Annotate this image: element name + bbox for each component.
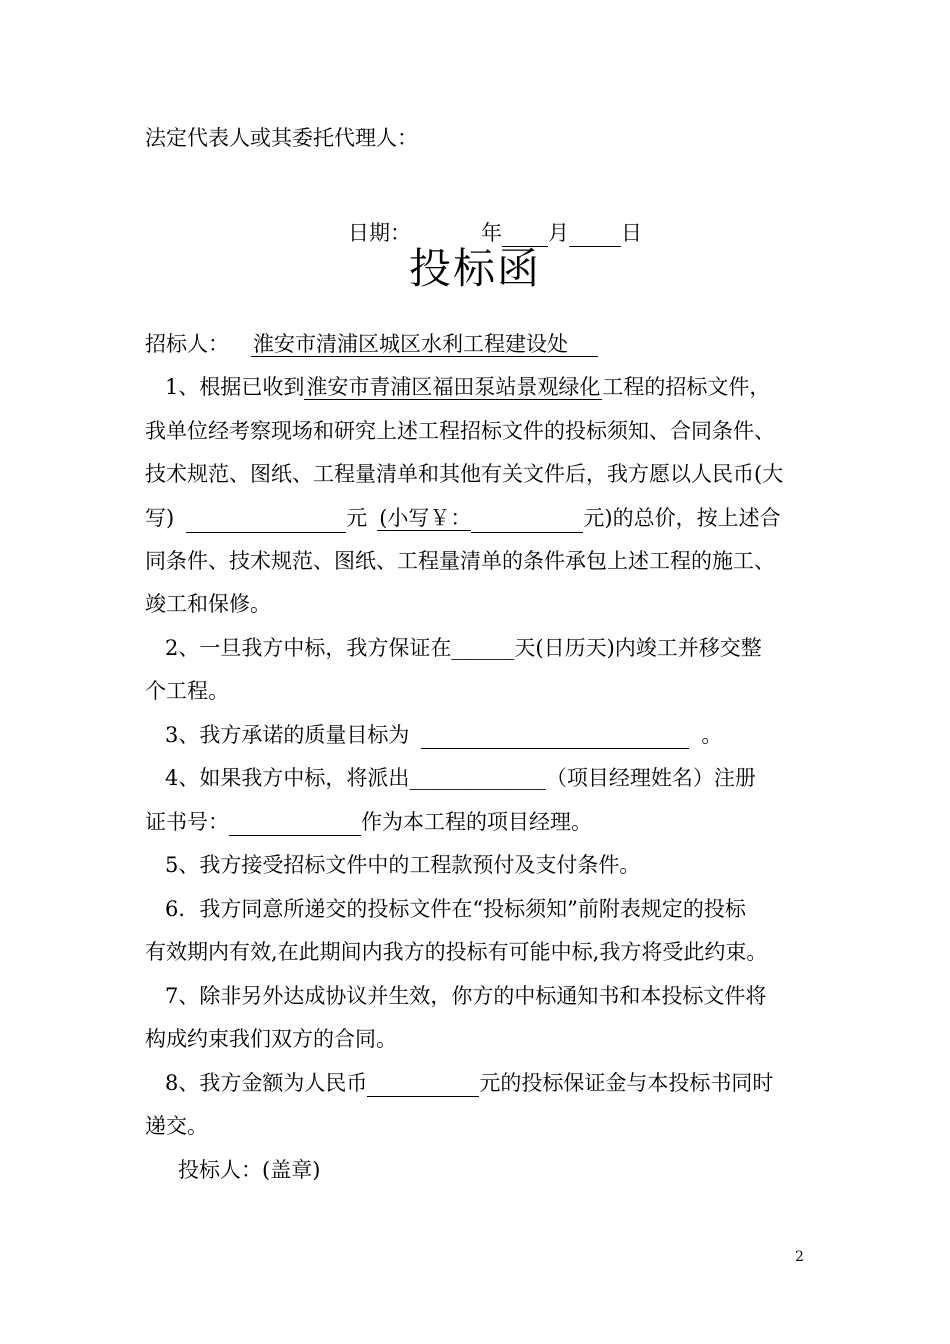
- manager-name-blank[interactable]: _____________: [409, 766, 546, 790]
- clause1-line1: [165, 373, 770, 401]
- date-label: 日期：: [348, 221, 411, 245]
- clause2-line2: 个工程。: [145, 679, 229, 703]
- quality-target-blank[interactable]: [421, 724, 689, 749]
- clause3-line: [165, 721, 722, 749]
- clause8-line1: [165, 1069, 773, 1097]
- amount-upper-blank[interactable]: [186, 508, 346, 533]
- clause3-end: 。: [701, 723, 723, 747]
- clause4-line1: [165, 764, 756, 792]
- clause8-text-a: 8、我方金额为人民币: [165, 1071, 368, 1095]
- clause6-line2: 有效期内有效,在此期间内我方的投标有可能中标,我方将受此约束。: [145, 940, 768, 964]
- clause5-line: 5、我方接受招标文件中的工程款预付及支付条件。: [165, 853, 641, 877]
- clause4-text-c: 作为本工程的项目经理。: [361, 810, 592, 834]
- clause7-line2: 构成约束我们双方的合同。: [145, 1027, 397, 1051]
- clause4-text-b: （项目经理姓名）注册: [545, 766, 756, 790]
- clause8-text-b: 元的投标保证金与本投标书同时: [479, 1071, 774, 1095]
- signatory-label: 法定代表人或其委托代理人：: [145, 126, 418, 150]
- amount-lower-blank[interactable]: [471, 508, 583, 533]
- clause1-line6: 竣工和保修。: [145, 592, 271, 616]
- clause2-line1: [165, 634, 762, 662]
- yuan-label: 元: [346, 506, 368, 530]
- clause2-text-a: 2、一旦我方中标，我方保证在: [165, 636, 452, 660]
- date-year: 年: [481, 221, 502, 245]
- project-name: 淮安市青浦区福田泵站景观绿化: [306, 375, 601, 399]
- clause1-prefix: 1、根据已收到: [165, 375, 305, 399]
- clause6-line1: 6．我方同意所递交的投标文件在“投标须知”前附表规定的投标: [165, 897, 746, 921]
- clause3-text: 3、我方承诺的质量目标为: [165, 723, 410, 747]
- clause1-line4: [145, 504, 781, 533]
- tenderer-line: [145, 330, 598, 358]
- clause4-line2: [145, 808, 592, 836]
- bidder-label: 投标人：(盖章): [178, 1158, 321, 1182]
- clause8-line2: 递交。: [145, 1114, 208, 1138]
- amount-upper-label: 写): [145, 506, 175, 530]
- clause1-suffix: 工程的招标文件，: [602, 375, 771, 399]
- certificate-label: 证书号：: [145, 810, 229, 834]
- date-day: 日: [621, 221, 642, 245]
- clause1-line4-end: 元)的总价，按上述合: [583, 506, 781, 530]
- clause4-text-a: 4、如果我方中标，将派出: [165, 766, 410, 790]
- clause1-line2: 我单位经考察现场和研究上述工程招标文件的投标须知、合同条件、: [145, 419, 775, 443]
- clause1-line5: 同条件、技术规范、图纸、工程量清单的条件承包上述工程的施工、: [145, 549, 775, 573]
- tenderer-label: 招标人：: [145, 332, 229, 356]
- date-month: 月: [548, 221, 569, 245]
- bid-bond-blank[interactable]: [367, 1072, 479, 1097]
- clause2-text-b: 天(日历天)内竣工并移交整: [514, 636, 762, 660]
- clause7-line1: 7、除非另外达成协议并生效，你方的中标通知书和本投标文件将: [165, 984, 767, 1008]
- certificate-blank[interactable]: [229, 811, 361, 836]
- page-number: 2: [795, 1249, 804, 1265]
- page-title: 投标函: [408, 244, 541, 293]
- clause1-line3: 技术规范、图纸、工程量清单和其他有关文件后，我方愿以人民币(大: [145, 462, 784, 486]
- days-blank[interactable]: ______: [451, 636, 515, 660]
- amount-lower-label: (小写￥：: [379, 506, 472, 530]
- tenderer-name: 淮安市清浦区城区水利工程建设处: [251, 332, 598, 357]
